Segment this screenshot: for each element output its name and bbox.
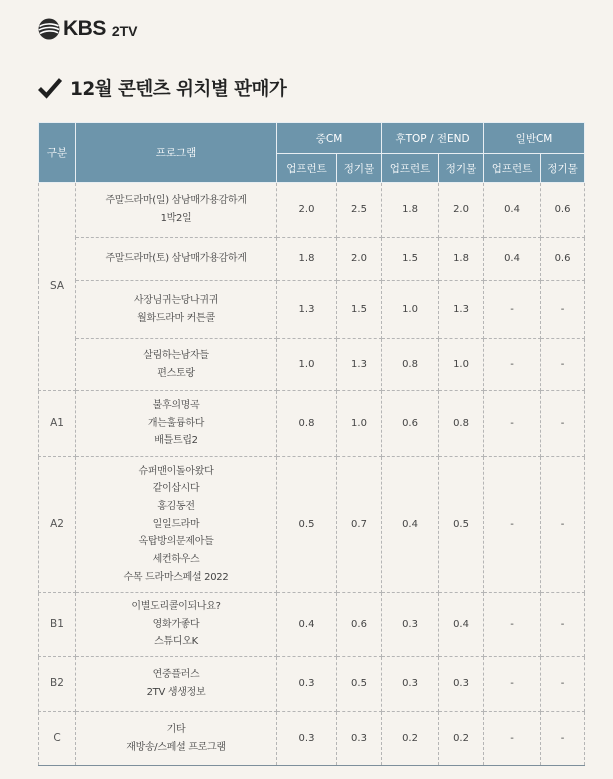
price-cell: 0.3 <box>382 593 439 657</box>
program-cell <box>76 281 277 339</box>
header-sub: 업프런트 <box>484 154 541 183</box>
price-cell: - <box>484 712 541 766</box>
program-cell <box>76 712 277 766</box>
program-name: 개는훌륭하다 <box>147 417 205 429</box>
header-sub: 업프런트 <box>382 154 439 183</box>
check-icon <box>38 77 62 99</box>
program-name: 월화드라마 커튼콜 <box>137 312 215 324</box>
price-cell: 1.3 <box>439 281 484 339</box>
table-row <box>39 339 585 391</box>
price-cell: 0.5 <box>277 457 337 593</box>
program-name: 옥탑방의문제아들 <box>138 536 214 548</box>
program-name: 살림하는남자들 <box>143 349 209 361</box>
table-row <box>39 457 585 593</box>
price-cell: - <box>541 712 585 766</box>
program-name: 재방송/스페셜 프로그램 <box>126 741 226 753</box>
program-name: 스튜디오K <box>154 636 198 648</box>
price-cell: 0.3 <box>382 657 439 712</box>
price-cell: - <box>541 457 585 593</box>
program-name: 일일드라마 <box>152 518 200 530</box>
price-cell: 1.8 <box>382 183 439 238</box>
price-cell: 1.5 <box>337 281 382 339</box>
price-cell: 0.6 <box>382 391 439 457</box>
program-cell <box>76 238 277 281</box>
price-cell: 0.6 <box>337 593 382 657</box>
price-cell: 0.6 <box>541 238 585 281</box>
program-name: 이별도리콜이되나요? <box>131 600 221 612</box>
header-sub: 정기물 <box>439 154 484 183</box>
program-cell <box>76 391 277 457</box>
program-cell <box>76 339 277 391</box>
program-cell <box>76 183 277 238</box>
price-cell: - <box>541 657 585 712</box>
price-cell: 2.5 <box>337 183 382 238</box>
program-name: 수목 드라마스페셜 2022 <box>123 571 229 583</box>
page-title: 12월 콘텐츠 위치별 판매가 <box>70 79 287 100</box>
price-cell: 0.8 <box>382 339 439 391</box>
program-cell <box>76 593 277 657</box>
table-row <box>39 281 585 339</box>
program-name: 같이삽시다 <box>152 483 200 495</box>
price-cell: 0.2 <box>439 712 484 766</box>
price-cell: - <box>484 281 541 339</box>
table-row <box>39 593 585 657</box>
price-cell: 2.0 <box>277 183 337 238</box>
header-program: 프로그램 <box>76 123 277 183</box>
program-name: 세컨하우스 <box>152 554 200 566</box>
program-name: 주말드라마(일) 삼남매가용감하게 <box>105 195 247 207</box>
price-cell: 0.3 <box>277 657 337 712</box>
price-cell: 0.4 <box>277 593 337 657</box>
category-cell: C <box>39 712 76 766</box>
price-cell: - <box>541 593 585 657</box>
price-cell: 0.6 <box>541 183 585 238</box>
program-name: 1박2일 <box>160 213 192 224</box>
program-cell <box>76 657 277 712</box>
price-cell: 0.5 <box>439 457 484 593</box>
price-cell: 1.0 <box>382 281 439 339</box>
price-cell: 1.3 <box>337 339 382 391</box>
price-cell: - <box>541 339 585 391</box>
program-name: 연중플러스 <box>152 669 200 681</box>
program-name: 편스토랑 <box>157 367 195 379</box>
category-cell: B2 <box>39 657 76 712</box>
header-sub: 정기물 <box>541 154 585 183</box>
price-cell: 0.4 <box>484 183 541 238</box>
category-cell: B1 <box>39 593 76 657</box>
header-sub: 업프런트 <box>277 154 337 183</box>
price-cell: - <box>484 457 541 593</box>
price-cell: 0.3 <box>337 712 382 766</box>
price-cell: 0.3 <box>439 657 484 712</box>
page-title-row <box>38 74 286 102</box>
price-cell: 1.8 <box>277 238 337 281</box>
price-cell: 1.0 <box>277 339 337 391</box>
program-cell <box>76 457 277 593</box>
table-row <box>39 183 585 238</box>
price-cell: 1.0 <box>439 339 484 391</box>
program-name: 슈퍼맨이돌아왔다 <box>138 465 214 477</box>
program-name: 기타 <box>166 723 186 735</box>
price-cell: - <box>541 281 585 339</box>
price-cell: 0.2 <box>382 712 439 766</box>
program-name: 불후의명곡 <box>152 399 200 411</box>
price-cell: 0.3 <box>277 712 337 766</box>
table-row <box>39 391 585 457</box>
price-cell: 1.8 <box>439 238 484 281</box>
kbs-logo-icon <box>38 18 60 40</box>
price-cell: - <box>484 391 541 457</box>
price-cell: 0.4 <box>484 238 541 281</box>
program-name: 2TV 생생정보 <box>146 687 206 698</box>
table-row <box>39 238 585 281</box>
price-cell: 1.3 <box>277 281 337 339</box>
category-cell: SA <box>39 183 76 391</box>
logo-channel: 2TV <box>111 22 138 39</box>
header-group-top-end: 후TOP / 전END <box>382 123 484 154</box>
price-cell: 2.0 <box>337 238 382 281</box>
category-cell: A2 <box>39 457 76 593</box>
price-cell: 0.4 <box>439 593 484 657</box>
price-cell: 0.4 <box>382 457 439 593</box>
price-cell: 1.5 <box>382 238 439 281</box>
header-group-general-cm: 일반CM <box>484 123 585 154</box>
price-cell: - <box>484 657 541 712</box>
kbs-2tv-logo <box>38 17 138 41</box>
logo-text: KBS <box>63 17 106 40</box>
table-row <box>39 657 585 712</box>
price-cell: - <box>484 593 541 657</box>
price-cell: 0.5 <box>337 657 382 712</box>
price-cell: 0.8 <box>439 391 484 457</box>
category-cell: A1 <box>39 391 76 457</box>
header-sub: 정기물 <box>337 154 382 183</box>
price-table <box>38 122 585 766</box>
header-group-mid-cm: 중CM <box>277 123 382 154</box>
program-name: 영화가좋다 <box>152 618 200 630</box>
price-cell: 2.0 <box>439 183 484 238</box>
price-cell: 0.7 <box>337 457 382 593</box>
program-name: 홍김동전 <box>157 500 195 512</box>
header-category: 구분 <box>39 123 76 183</box>
price-cell: - <box>484 339 541 391</box>
table-row <box>39 712 585 766</box>
program-name: 사장님귀는당나귀귀 <box>133 294 219 306</box>
price-cell: 0.8 <box>277 391 337 457</box>
price-cell: - <box>541 391 585 457</box>
program-name: 배틀트립2 <box>154 435 198 447</box>
price-cell: 1.0 <box>337 391 382 457</box>
program-name: 주말드라마(토) 삼남매가용감하게 <box>105 253 247 265</box>
